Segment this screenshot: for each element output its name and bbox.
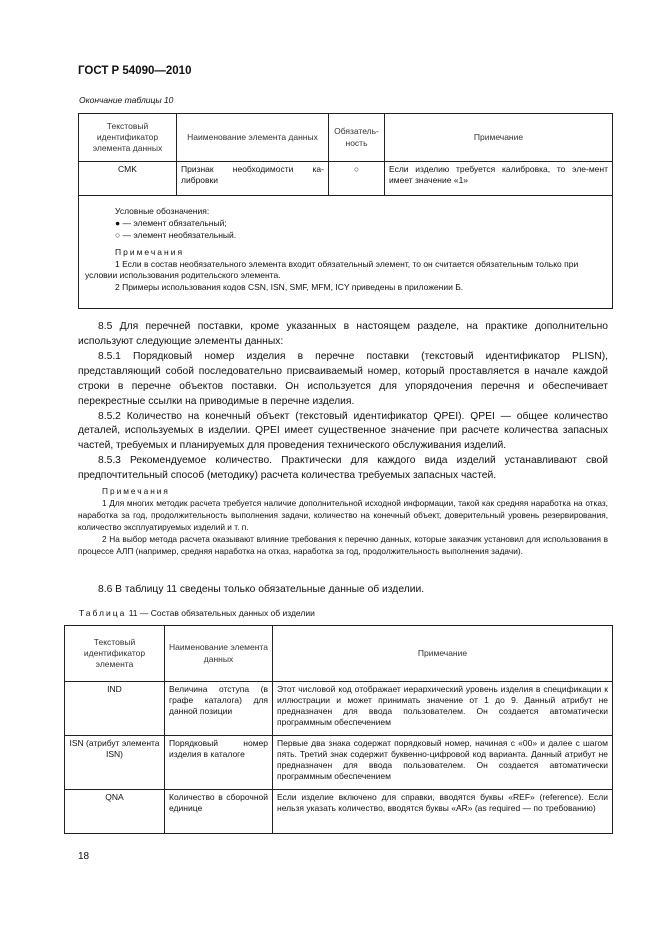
table-11 — [64, 625, 613, 834]
paragraph-8-5-1: 8.5.1 Порядковый номер изделия в перечне поставки (текстовый идентификатор PLISN), представляющий собой последовательно присваиваемый номер, который проставляется в начале каждой строки в перечне объектов поставки. Он используется для упорядочения перечня и обеспечивает перекрестные ссылки на приводимые в перечне изделия. — [78, 350, 608, 407]
t11-cell-note: Первые два знака содержат порядковый номер, начиная с «00» и далее с шагом пять. Третий знак содержит буквенно-цифровой код варианта. Данный атрибут не предназначен для ввода пользователем. Он создается автоматически программным обеспечением — [273, 736, 613, 790]
t11-cell-note: Этот числовой код отображает иерархический уровень изделия в спецификации к иллюстрации и может принимать значение от 1 до 9. Данный атрибут не предназначен для ввода пользователем. Он создается автоматически программным обеспечением — [273, 682, 613, 736]
t11-cell-id: QNA — [65, 790, 165, 834]
table11-caption-text: 11 — Состав обязательных данных об изделии — [128, 608, 315, 618]
t11-header-id: Текстовый идентификатор элемента — [65, 626, 165, 682]
t10-header-mandatory: Обязатель-ность — [329, 114, 385, 162]
paragraph-8-5-2: 8.5.2 Количество на конечный объект (текстовый идентификатор QPEI). QPEI — общее количество деталей, используемых в изделии. QPEI имеет существенное значение при расчете количества запасных частей, требуемых и планируемых для проведения технического обслуживания изделий. — [78, 410, 608, 452]
t10-cell-mandatory: ○ — [329, 162, 385, 196]
paragraph-8-5: 8.5 Для перечней поставки, кроме указанных в настоящем разделе, на практике дополнительно используют следующие элементы данных: — [78, 321, 608, 347]
notes-title: Примечания — [102, 486, 170, 496]
note-2: 2 На выбор метода расчета оказывают влияние требования к перечню данных, которые заказчик установил для использования в процессе АЛП (например, средняя наработка на отказ, наработка за год, продолжительность выполнения задачи). — [78, 534, 608, 557]
t11-cell-note: Если изделие включено для справки, вводятся буквы «REF» (reference). Если нельзя указать количество, вводятся буквы «AR» (as required — по требованию) — [273, 790, 613, 834]
t10-header-note: Примечание — [385, 114, 613, 162]
paragraph-8-5-3: 8.5.3 Рекомендуемое количество. Практически для каждого вида изделий устанавливают свой предпочтительный способ (методику) расчета количества требуемых запасных частей. — [78, 455, 608, 482]
legend-mandatory: ● — элемент обязательный; — [115, 218, 227, 229]
page-number: 18 — [78, 851, 90, 862]
t10-notes — [79, 196, 613, 309]
t11-header-note: Примечание — [273, 626, 613, 682]
t11-cell-id: ISN (атрибут элемента ISN) — [65, 736, 165, 790]
t10-header-id: Текстовый идентификатор элемента данных — [79, 114, 177, 162]
table11-caption — [79, 608, 315, 619]
notes-block — [78, 485, 608, 557]
paragraph-8-6-block — [78, 583, 608, 598]
t10-header-name: Наименование элемента данных — [177, 114, 329, 162]
table-row — [65, 682, 613, 736]
t11-header-name: Наименование элемента данных — [165, 626, 273, 682]
table11-caption-label: Таблица — [79, 608, 127, 618]
t10-notes-title: Примечания — [115, 247, 185, 258]
t10-note-2: 2 Примеры использования кодов CSN, ISN, SMF, MFM, ICY приведены в приложении Б. — [115, 282, 464, 293]
legend-optional: ○ — элемент необязательный. — [115, 230, 237, 241]
table-row — [65, 790, 613, 834]
t11-cell-name: Количество в сборочной единице — [165, 790, 273, 834]
t10-note-1: 1 Если в состав необязательного элемента входит обязательный элемент, то он считается обязательным только при условии использования родительского элемента. — [85, 259, 579, 281]
legend-title: Условные обозначения: — [115, 206, 210, 216]
table-row — [65, 736, 613, 790]
t10-cell-name: Признак необходимости ка-либровки — [177, 162, 329, 196]
note-1: 1 Для многих методик расчета требуется наличие дополнительной исходной информации, такой как средняя наработка на отказ, наработка за год, продолжительность выполнения задачи, количество на конечный объект, доверительный уровень резервирования, количество эксплуатируемых изделий и т. п. — [78, 498, 608, 533]
main-text — [78, 320, 608, 484]
t11-cell-name: Порядковый номер изделия в каталоге — [165, 736, 273, 790]
table-10 — [78, 113, 613, 309]
t11-cell-id: IND — [65, 682, 165, 736]
t10-cell-id: CMK — [79, 162, 177, 196]
document-header: ГОСТ Р 54090—2010 — [78, 65, 192, 77]
t10-cell-note: Если изделию требуется калибровка, то эле-мент имеет значение «1» — [385, 162, 613, 196]
t11-cell-name: Величина отступа (в графе каталога) для данной позиции — [165, 682, 273, 736]
paragraph-8-6: 8.6 В таблицу 11 сведены только обязательные данные об изделии. — [98, 584, 425, 595]
table10-caption: Окончание таблицы 10 — [79, 95, 174, 105]
